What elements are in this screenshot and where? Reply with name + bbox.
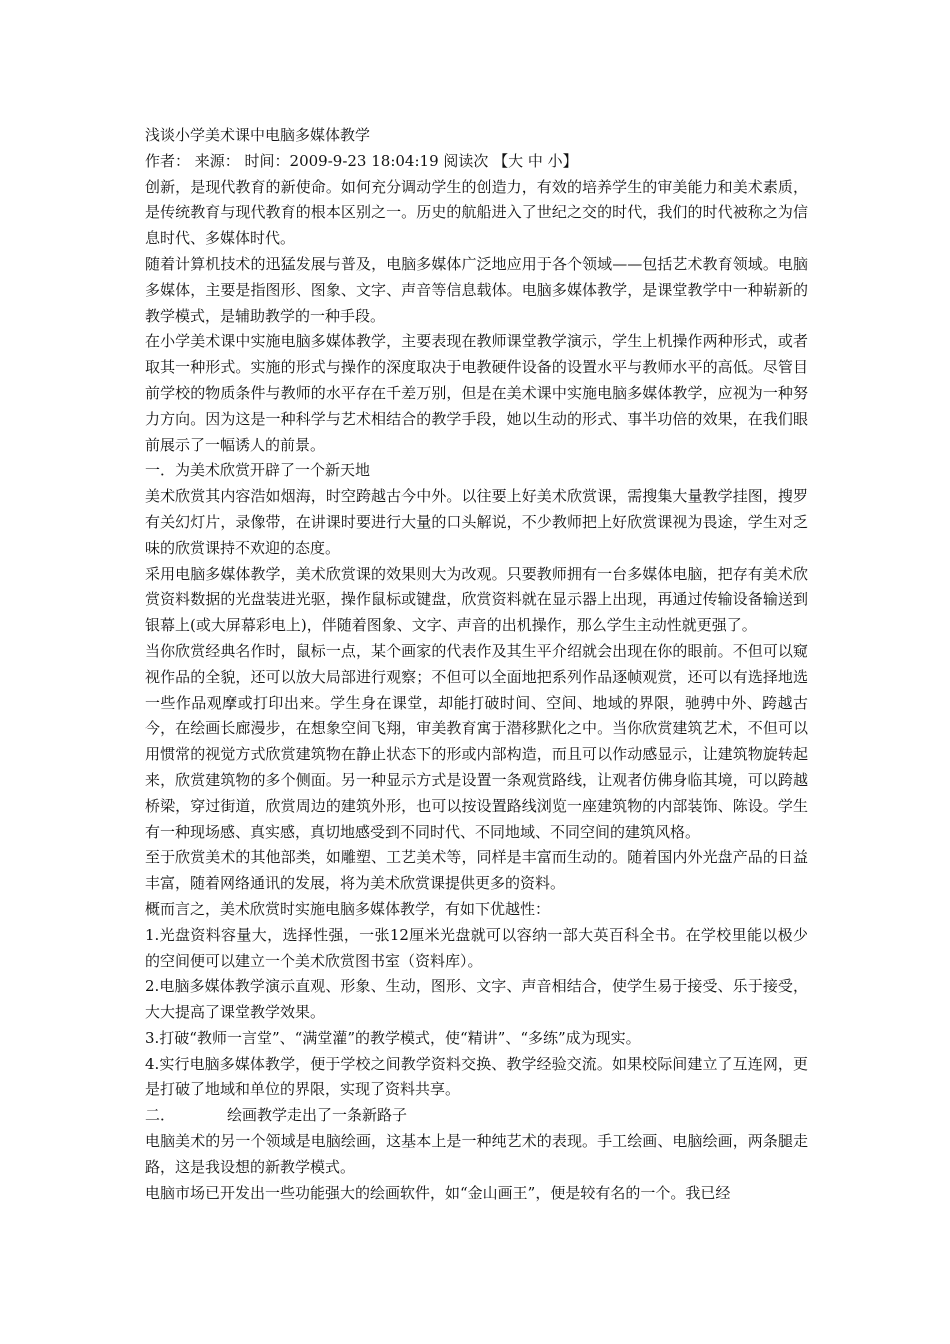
- section-2-heading: [145, 1103, 808, 1129]
- section-1-paragraph: 至于欣赏美术的其他部类，如雕塑、工艺美术等，同样是丰富而生动的。随着国内外光盘产品的日益丰富，随着网络通讯的发展，将为美术欣赏课提供更多的资料。: [145, 848, 808, 893]
- section-2-number: 二．: [145, 1106, 176, 1125]
- paragraph-intro-1: 创新，是现代教育的新使命。如何充分调动学生的创造力，有效的培养学生的审美能力和美术素质，是传统教育与现代教育的根本区别之一。历史的航船进入了世纪之交的时代，我们的时代被称之为信息时代、多媒体时代。: [145, 177, 808, 248]
- section-2-heading-text: 绘画教学走出了一条新路子: [227, 1106, 408, 1125]
- list-item-2: 2.电脑多媒体教学演示直观、形象、生动，图形、文字、声音相结合，使学生易于接受、乐于接受，大大提高了课堂教学效果。: [145, 977, 808, 1022]
- section-2-paragraph: 电脑市场已开发出一些功能强大的绘画软件，如“金山画王”，便是较有名的一个。我已经: [145, 1183, 731, 1202]
- paragraph-intro-3: 在小学美术课中实施电脑多媒体教学，主要表现在教师课堂教学演示，学生上机操作两种形式，或者取其一种形式。实施的形式与操作的深度取决于电教硬件设备的设置水平与教师水平的高低。尽管目前学校的物质条件与教师的水平存在千差万别，但是在美术课中实施电脑多媒体教学，应视为一种努力方向。因为这是一种科学与艺术相结合的教学手段，她以生动的形式、事半功倍的效果，在我们眼前展示了一幅诱人的前景。: [145, 332, 808, 454]
- section-2-paragraph: 电脑美术的另一个领域是电脑绘画，这基本上是一种纯艺术的表现。手工绘画、电脑绘画，两条腿走路，这是我设想的新教学模式。: [145, 1132, 808, 1176]
- section-1-heading: 一．为美术欣赏开辟了一个新天地: [145, 461, 371, 480]
- article-title: 浅谈小学美术课中电脑多媒体教学: [145, 126, 371, 144]
- list-item-1: 1.光盘资料容量大，选择性强，一张12厘米光盘就可以容纳一部大英百科全书。在学校里能以极少的空间便可以建立一个美术欣赏图书室（资料库）。: [145, 925, 808, 970]
- section-1-paragraph: 概而言之，美术欣赏时实施电脑多媒体教学，有如下优越性：: [145, 899, 551, 918]
- list-item-3: 3.打破“教师一言堂”、“满堂灌”的教学模式，使“精讲”、“多练”成为现实。: [145, 1028, 641, 1047]
- list-item-4: 4.实行电脑多媒体教学，便于学校之间教学资料交换、教学经验交流。如果校际间建立了互连网，更是打破了地域和单位的界限，实现了资料共享。: [145, 1054, 808, 1099]
- document-body: [145, 123, 808, 1206]
- section-1-paragraph: 当你欣赏经典名作时，鼠标一点，某个画家的代表作及其生平介绍就会出现在你的眼前。不但可以窥视作品的全貌，还可以放大局部进行观察；不但可以全面地把系列作品逐帧观赏，还可以有选择地选一些作品观摩或打印出来。学生身在课堂，却能打破时间、空间、地域的界限，驰骋中外、跨越古今，在绘画长廊漫步，在想象空间飞翔，审美教育寓于潜移默化之中。当你欣赏建筑艺术，不但可以用惯常的视觉方式欣赏建筑物在静止状态下的形或内部构造，而且可以作动感显示，让建筑物旋转起来，欣赏建筑物的多个侧面。另一种显示方式是设置一条观赏路线，让观者仿佛身临其境，可以跨越桥梁，穿过街道，欣赏周边的建筑外形，也可以按设置路线浏览一座建筑物的内部装饰、陈设。学生有一种现场感、真实感，真切地感受到不同时代、不同地域、不同空间的建筑风格。: [145, 641, 808, 841]
- article-meta: 作者： 来源： 时间：2009-9-23 18:04:19 阅读次 【大 中 小】: [145, 151, 578, 170]
- section-1-paragraph: 采用电脑多媒体教学，美术欣赏课的效果则大为改观。只要教师拥有一台多媒体电脑，把存有美术欣赏资料数据的光盘装进光驱，操作鼠标或键盘，欣赏资料就在显示器上出现，再通过传输设备输送到银幕上(或大屏幕彩电上)，伴随着图象、文字、声音的出机操作，那么学生主动性就更强了。: [145, 564, 808, 635]
- section-1-paragraph: 美术欣赏其内容浩如烟海，时空跨越古今中外。以往要上好美术欣赏课，需搜集大量教学挂图，搜罗有关幻灯片，录像带，在讲课时要进行大量的口头解说，不少教师把上好欣赏课视为畏途，学生对乏味的欣赏课持不欢迎的态度。: [145, 487, 808, 557]
- paragraph-intro-2: 随着计算机技术的迅猛发展与普及，电脑多媒体广泛地应用于各个领域——包括艺术教育领域。电脑多媒体，主要是指图形、图象、文字、声音等信息载体。电脑多媒体教学，是课堂教学中一种崭新的教学模式，是辅助教学的一种手段。: [145, 254, 808, 325]
